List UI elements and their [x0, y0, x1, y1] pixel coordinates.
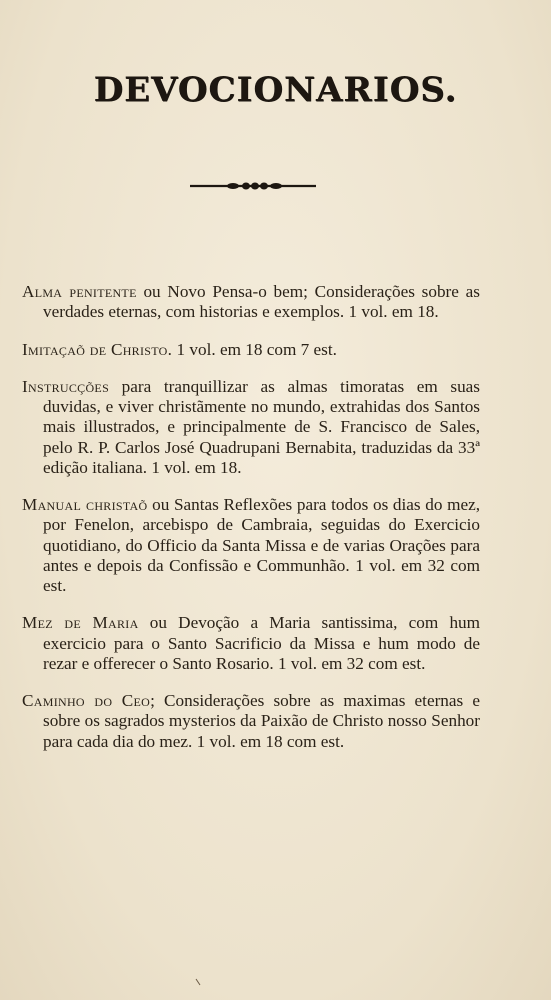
entry-mez-de-maria	[22, 613, 480, 674]
entry-heading: Imitaçaõ de Christo.	[22, 339, 173, 359]
entry-text: ; Considerações sobre as maximas eternas e sobre os sagrados mysterios da Paixão de Christo nosso Senhor para cada dia do mez. 1 vol. em 18 com est.	[43, 691, 480, 751]
entry-heading: Caminho do Ceo	[22, 691, 151, 711]
entry-text: ou Devoção a Maria santissima, com hum exercicio para o Santo Sacrificio da Missa e hum modo de rezar e offerecer o Santo Rosario. 1 vol. em 32 com est.	[43, 613, 481, 673]
entry-text: ou Novo Pensa-o bem; Considerações sobre as verdades eternas, com historias e exemplos. 1 vol. em 18.	[43, 282, 480, 322]
page-title: DEVOCIONARIOS.	[93, 70, 458, 110]
entry-manual-christao	[22, 495, 480, 596]
entries-list	[22, 282, 480, 762]
entry-caminho-do-ceo	[22, 691, 480, 752]
entry-heading: Alma penitente	[22, 282, 137, 301]
entry-heading: Instrucções	[22, 376, 110, 396]
entry-heading: Mez de Maria	[22, 613, 139, 633]
entry-instruccoes	[22, 377, 480, 478]
entry-text: para tranquillizar as almas timoratas em suas duvidas, e viver christãmente no mundo, extrahidas dos Santos mais illustrados, e principalmente de S. Francisco de Sales, pelo R. P. Carlos José Quadrupani Bernabita, traduzidas da 33ª edição italiana. 1 vol. em 18.	[43, 376, 480, 477]
entry-alma-penitente	[22, 282, 480, 322]
entry-heading: Manual christaõ	[22, 495, 148, 515]
entry-text: ou Santas Reflexões para todos os dias do mez, por Fenelon, arcebispo de Cambraia, seguidas do Exercicio quotidiano, do Officio da Santa Missa e de varias Orações para antes e depois da Confissão e Communhão. 1 vol. em 32 com est.	[43, 495, 481, 595]
ink-mark-icon	[195, 978, 201, 986]
entry-text: 1 vol. em 18 com 7 est.	[172, 339, 337, 359]
entry-imitacao-de-christo	[22, 340, 480, 360]
ornament-rule-icon	[188, 180, 318, 192]
